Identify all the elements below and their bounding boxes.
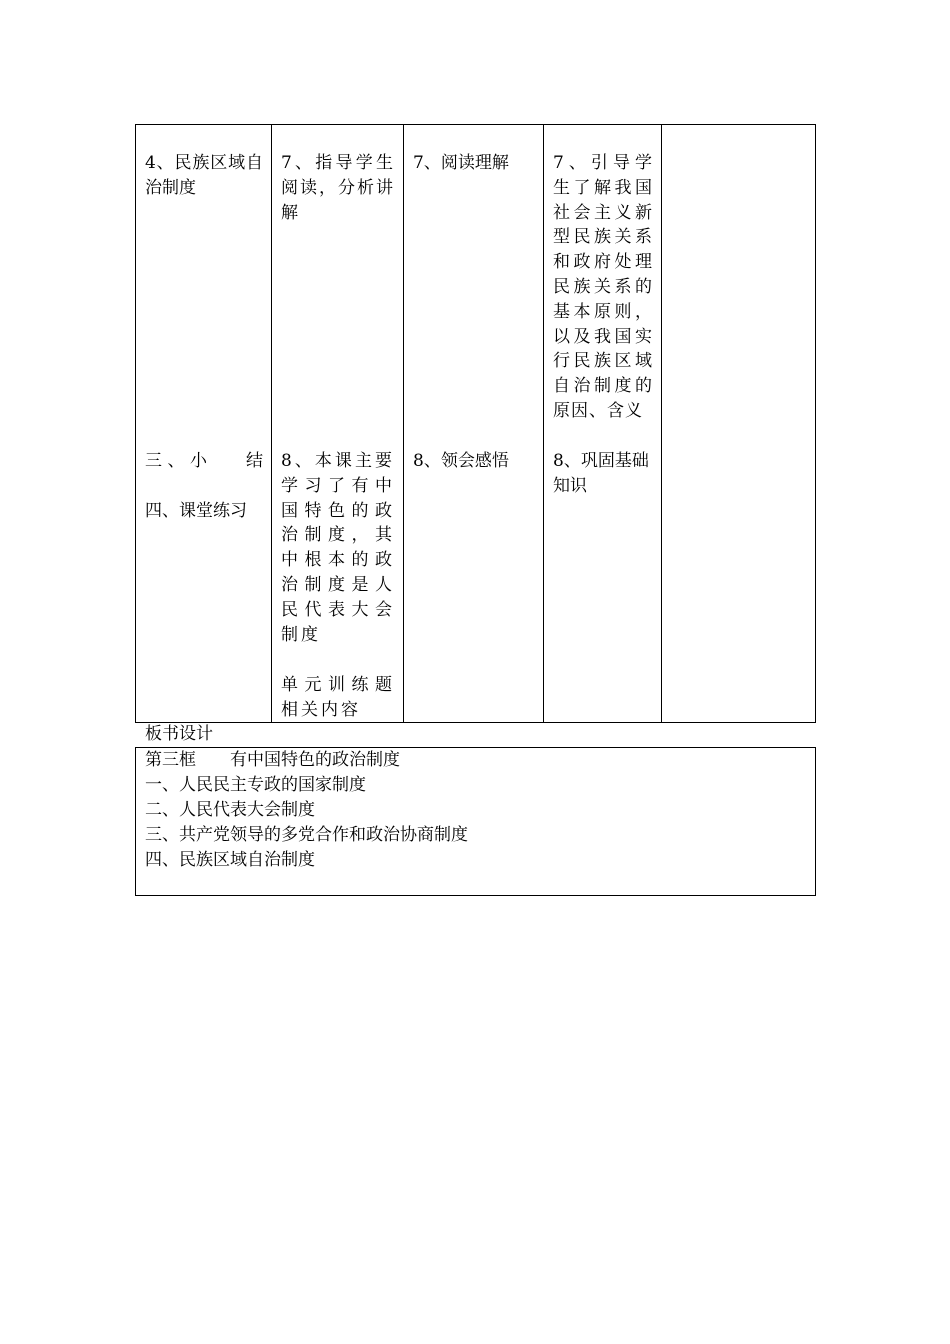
column-design-intent (544, 125, 662, 722)
cell-topic-summary: 三、小 结 (145, 451, 263, 471)
cell-topic-ethnic-autonomy: 4、民族区域自治制度 (145, 153, 263, 198)
board-item: 四、民族区域自治制度 (145, 850, 315, 870)
cell-topic-exercise: 四、课堂练习 (145, 501, 247, 521)
cell-intent-consolidate: 8、巩固基础知识 (553, 451, 649, 496)
cell-teacher-summary: 8、本课主要学习了有中国特色的政治制度，其中根本的政治制度是人民代表大会制度 (281, 451, 395, 645)
cell-student-reading: 7、阅读理解 (413, 153, 509, 173)
board-item: 三、共产党领导的多党合作和政治协商制度 (145, 825, 468, 845)
lesson-plan-table (135, 124, 816, 723)
column-student-activity (404, 125, 544, 722)
board-item: 一、人民民主专政的国家制度 (145, 775, 366, 795)
cell-intent-ethnic-relations: 7、引导学生了解我国社会主义新型民族关系和政府处理民族关系的基本原则，以及我国实行民族区域自治制度的原因、含义 (553, 153, 653, 421)
board-design-box (135, 747, 816, 896)
board-design-label: 板书设计 (145, 724, 213, 744)
cell-student-understanding: 8、领会感悟 (413, 451, 509, 471)
column-teacher-activity (272, 125, 404, 722)
cell-teacher-exercise: 单元训练题相关内容 (281, 675, 395, 720)
cell-teacher-guide-reading: 7、指导学生阅读，分析讲解 (281, 153, 395, 223)
column-topic (136, 125, 272, 722)
column-notes (662, 125, 815, 722)
board-title: 第三框 有中国特色的政治制度 (145, 750, 400, 770)
board-item: 二、人民代表大会制度 (145, 800, 315, 820)
